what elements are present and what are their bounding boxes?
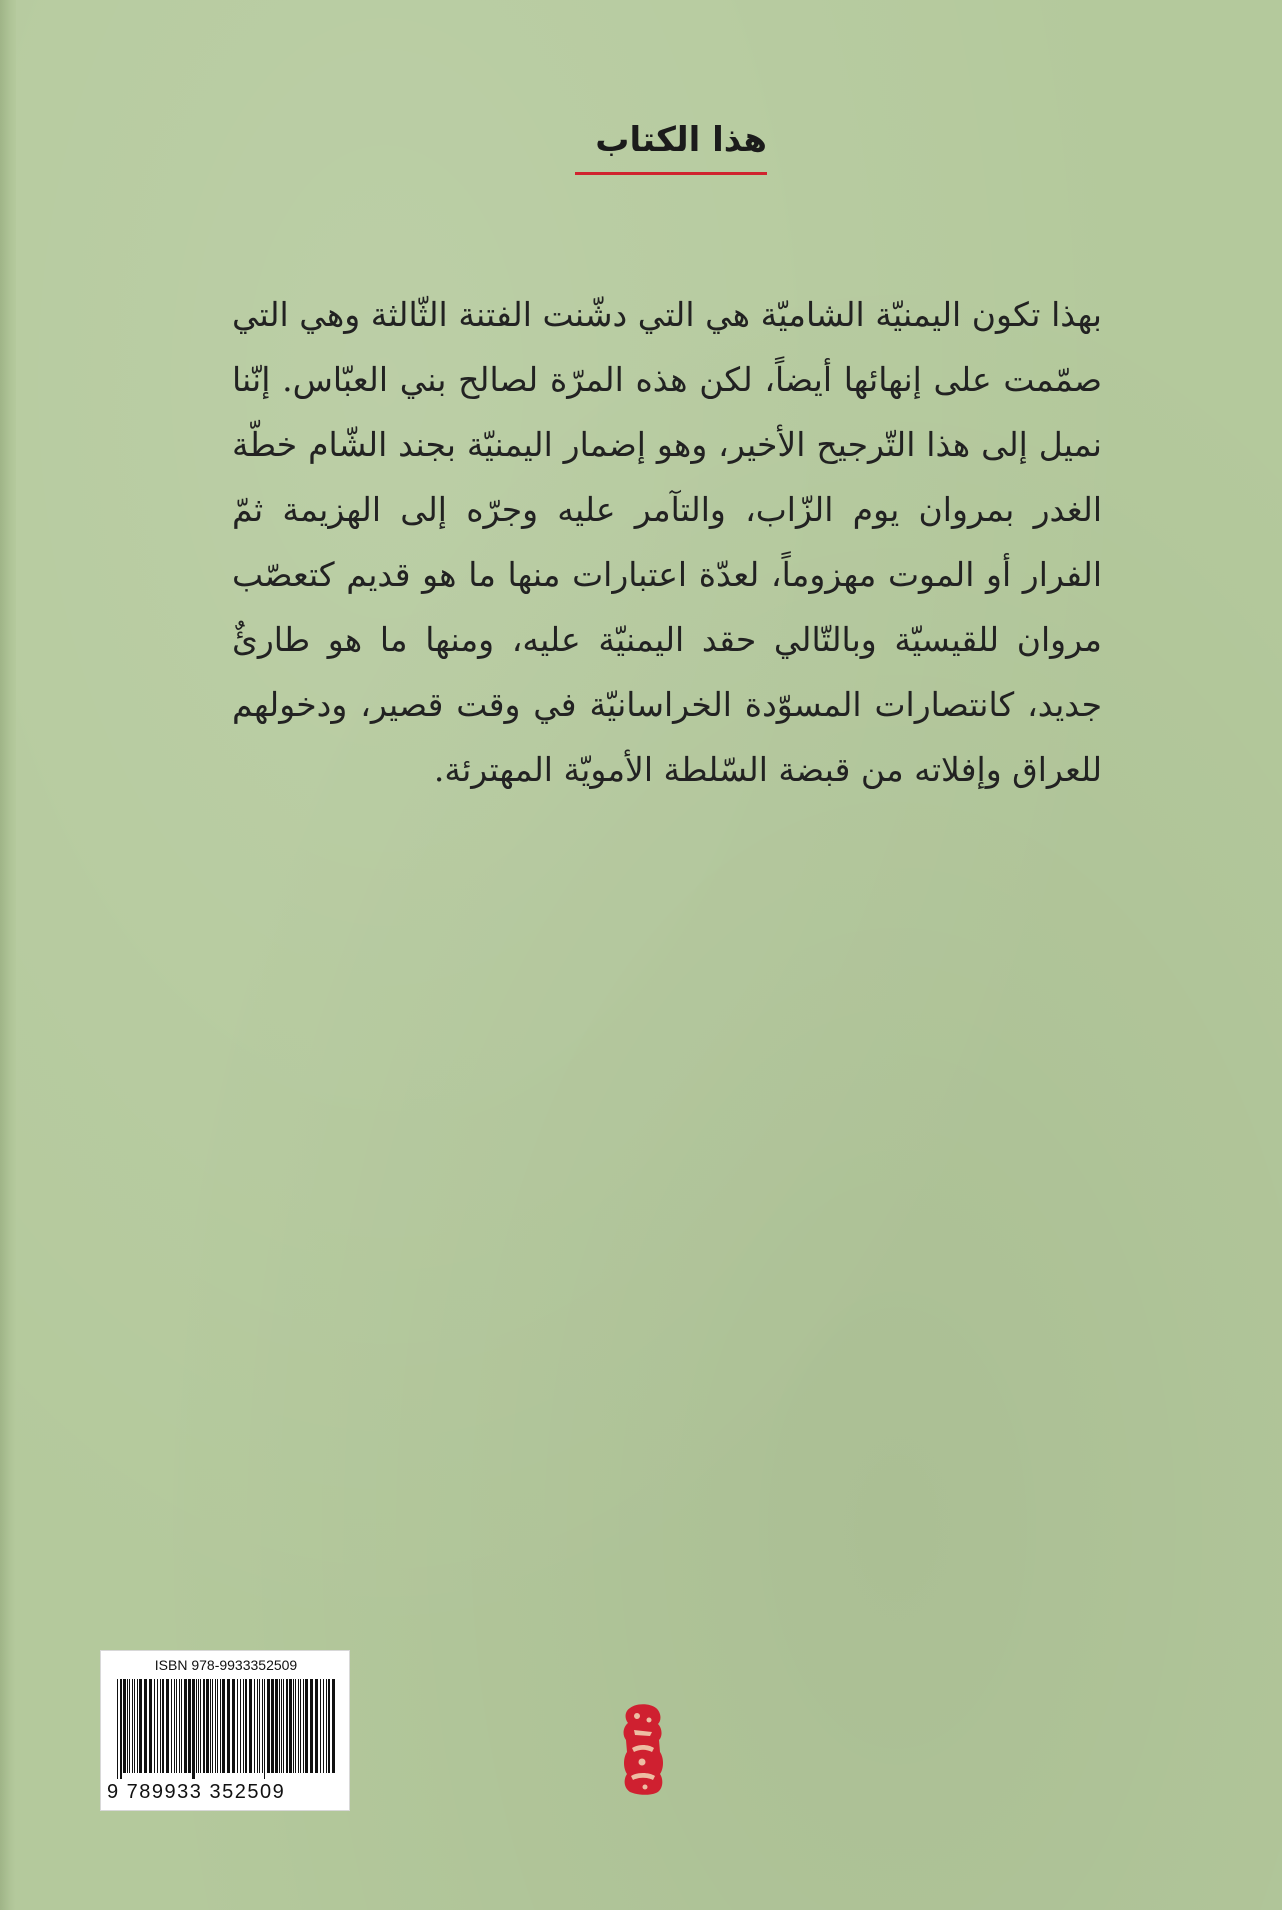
isbn-label: ISBN 978-9933352509 bbox=[154, 1657, 298, 1673]
blurb-text: بهذا تكون اليمنيّة الشاميّة هي التي دشّنت الفتنة الثّالثة وهي التي صمّمت على إنهائها أيضاً، لكن هذه المرّة لصالح بني العبّاس. إنّنا نميل إلى هذا التّرجيح الأخير، وهو إضمار اليمنيّة بجند الشّام خطّة الغدر بمروان يوم الزّاب، والتآمر عليه وجرّه إلى الهزيمة ثمّ الفرار أو الموت مهزوماً، لعدّة اعتبارات منها ما هو قديم كتعصّب مروان للقيسيّة وبالتّالي حقد اليمنيّة عليه، ومنها ما هو طارئٌ جديد، كانتصارات المسوّدة الخراسانيّة في وقت قصير، ودخولهم للعراق وإفلاته من قبضة السّلطة الأمويّة المهترئة. bbox=[232, 295, 1102, 789]
spine-edge bbox=[0, 0, 16, 1910]
section-heading: هذا الكتاب bbox=[595, 120, 767, 160]
heading-underline bbox=[575, 172, 767, 175]
isbn-barcode bbox=[100, 1650, 350, 1811]
publisher-logo-icon bbox=[620, 1702, 666, 1796]
barcode-digits: 9 789933 352509 bbox=[107, 1781, 286, 1803]
barcode-bars bbox=[115, 1679, 337, 1779]
